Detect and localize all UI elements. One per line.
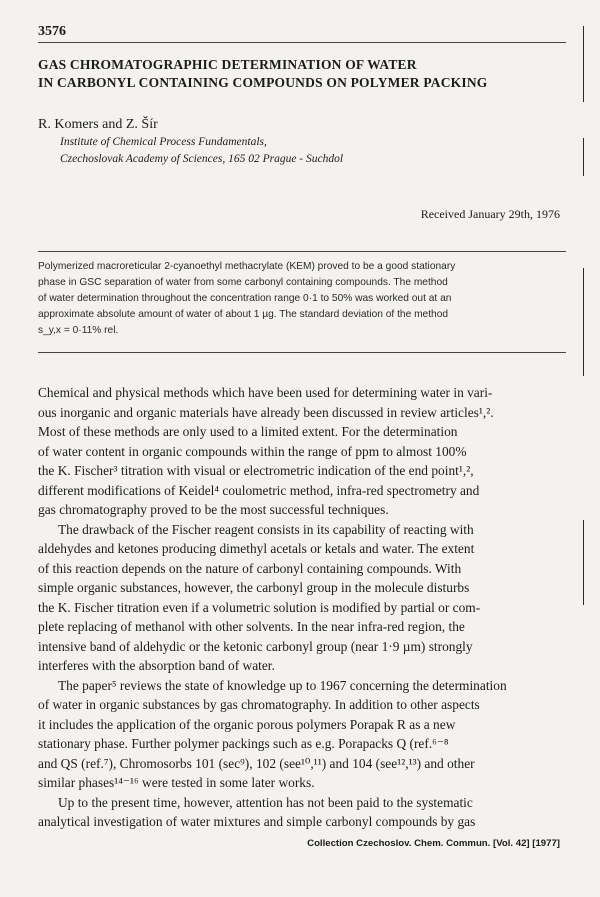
body-line: Up to the present time, however, attention has not been paid to the systematic (58, 794, 473, 810)
body-line: analytical investigation of water mixtures and simple carbonyl compounds by gas (38, 814, 476, 829)
abstract (38, 259, 560, 339)
received-date: Received January 29th, 1976 (420, 207, 560, 221)
body-line: aldehydes and ketones producing dimethyl acetals or ketals and water. The extent (38, 541, 475, 556)
title-line: GAS CHROMATOGRAPHIC DETERMINATION OF WATER (38, 57, 417, 72)
body-line: simple organic substances, however, the carbonyl group in the molecule disturbs (38, 580, 470, 595)
affiliation-line: Institute of Chemical Process Fundamentals, (60, 136, 267, 148)
abstract-line: s_y,x = 0·11% rel. (38, 325, 119, 336)
header-rule (38, 42, 566, 43)
body-line: of this reaction depends on the nature of carbonyl containing compounds. With (38, 560, 462, 576)
body-line: and QS (ref.⁷), Chromosorbs 101 (sec⁹), 102 (see¹⁰,¹¹) and 104 (see¹²,¹³) and other (38, 755, 475, 771)
body-line: Most of these methods are only used to a limited extent. For the determination (38, 424, 458, 439)
body-line: intensive band of aldehydic or the ketonic carbonyl group (near 1·9 µm) strongly (38, 638, 473, 654)
body-line: it includes the application of the organic porous polymers Porapak R as a new (38, 716, 456, 732)
abstract-line: Polymerized macroreticular 2-cyanoethyl methacrylate (KEM) proved to be a good stationary (38, 261, 456, 272)
body-line: plete replacing of methanol with other solvents. In the near infra-red region, the (38, 619, 465, 634)
body-text (38, 383, 562, 832)
body-line: interferes with the absorption band of water. (38, 658, 275, 673)
body-line: the K. Fischer titration even if a volumetric solution is modified by partial or com- (38, 599, 481, 615)
body-line: the K. Fischer³ titration with visual or electrometric indication of the end point¹,², (38, 463, 474, 478)
body-line: The paper⁵ reviews the state of knowledge up to 1967 concerning the determination (58, 677, 507, 693)
body-line: gas chromatography proved to be the most successful techniques. (38, 502, 389, 517)
abstract-top-rule (38, 251, 566, 252)
body-line: of water in organic substances by gas chromatography. In addition to other aspects (38, 697, 480, 712)
body-line: Chemical and physical methods which have been used for determining water in vari- (38, 385, 493, 400)
body-line: similar phases¹⁴⁻¹⁶ were tested in some later works. (38, 775, 315, 790)
abstract-bottom-rule (38, 352, 566, 353)
abstract-line: phase in GSC separation of water from some carbonyl containing compounds. The method (38, 277, 448, 288)
body-line: different modifications of Keidel⁴ coulometric method, infra-red spectrometry and (38, 482, 480, 498)
authors: R. Komers and Z. Šír (38, 117, 158, 132)
body-line: stationary phase. Further polymer packings such as e.g. Porapacks Q (ref.⁶⁻⁸ (38, 736, 449, 751)
affiliation (60, 134, 343, 168)
affiliation-line: Czechoslovak Academy of Sciences, 165 02 Prague - Suchdol (60, 153, 344, 165)
body-line: The drawback of the Fischer reagent consists in its capability of reacting with (58, 521, 474, 537)
abstract-line: of water determination throughout the concentration range 0·1 to 50% was worked out at an (38, 293, 452, 304)
abstract-line: approximate absolute amount of water of about 1 µg. The standard deviation of the method (38, 309, 449, 320)
margin-bar (583, 268, 584, 376)
body-line: ous inorganic and organic materials have already been discussed in review articles¹,². (38, 404, 494, 420)
page-number: 3576 (38, 24, 66, 39)
margin-bar (583, 26, 584, 102)
body-line: of water content in organic compounds within the range of ppm to almost 100% (38, 443, 467, 459)
margin-bar (583, 138, 584, 176)
title-line: IN CARBONYL CONTAINING COMPOUNDS ON POLYMER PACKING (38, 75, 488, 90)
journal-footer: Collection Czechoslov. Chem. Commun. [Vol. 42] [1977] (307, 838, 560, 849)
article-title (38, 56, 578, 92)
margin-bar (583, 520, 584, 605)
